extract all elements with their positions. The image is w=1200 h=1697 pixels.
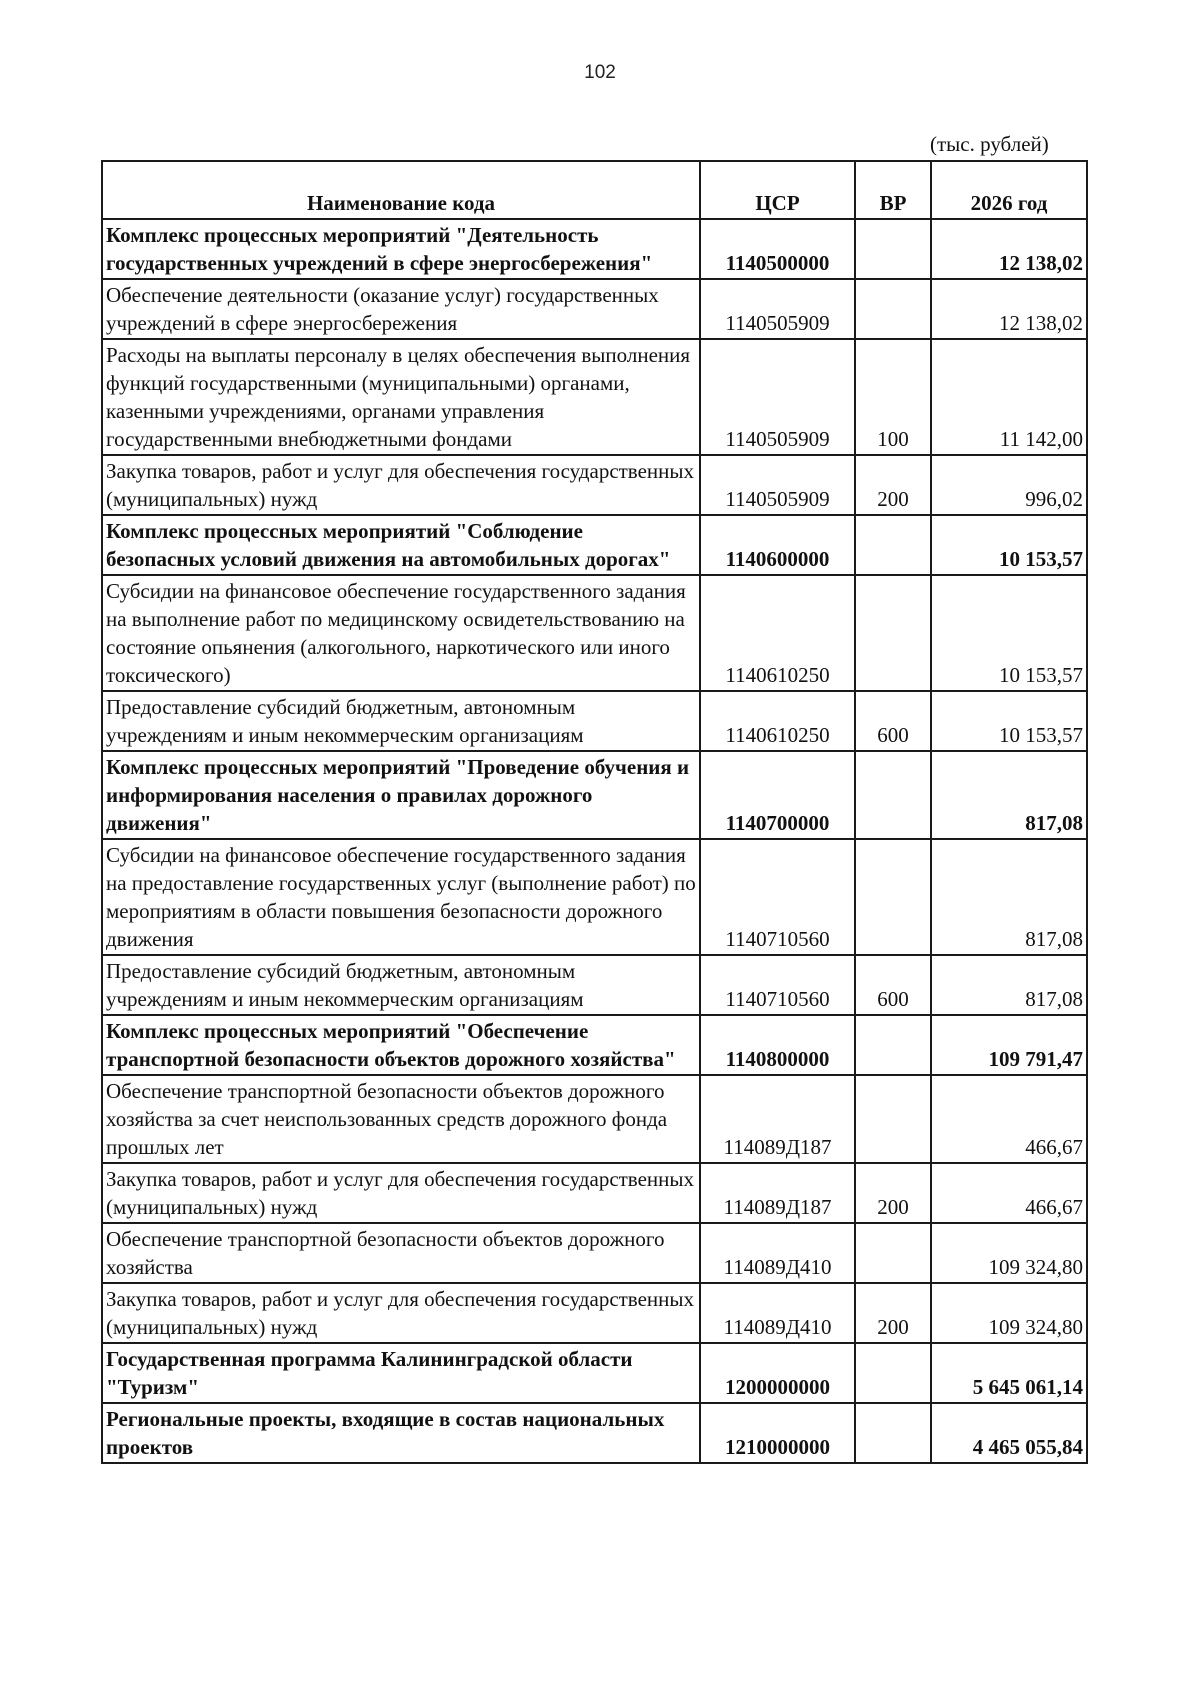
table-header-row — [102, 161, 1087, 219]
row-csr: 114089Д410 — [700, 1283, 855, 1343]
row-name: Комплекс процессных мероприятий "Деятельность государственных учреждений в сфере энергосбережения" — [102, 219, 700, 279]
table-row — [102, 219, 1087, 279]
row-name: Комплекс процессных мероприятий "Соблюдение безопасных условий движения на автомобильных дорогах" — [102, 515, 700, 575]
row-name: Комплекс процессных мероприятий "Проведение обучения и информирования населения о правилах дорожного движения" — [102, 751, 700, 839]
row-vr — [855, 1223, 931, 1283]
row-name: Государственная программа Калининградской области "Туризм" — [102, 1343, 700, 1403]
row-name: Расходы на выплаты персоналу в целях обеспечения выполнения функций государственными (муниципальными) органами, казенными учреждениями, органами управления государственными внебюджетными фондами — [102, 339, 700, 455]
table-row — [102, 691, 1087, 751]
row-name: Обеспечение деятельности (оказание услуг) государственных учреждений в сфере энергосбережения — [102, 279, 700, 339]
row-amount: 466,67 — [931, 1163, 1087, 1223]
table-row — [102, 1015, 1087, 1075]
row-amount: 109 791,47 — [931, 1015, 1087, 1075]
table-row — [102, 751, 1087, 839]
table-row — [102, 1223, 1087, 1283]
row-vr: 200 — [855, 1163, 931, 1223]
row-name: Закупка товаров, работ и услуг для обеспечения государственных (муниципальных) нужд — [102, 1163, 700, 1223]
header-csr: ЦСР — [700, 161, 855, 219]
row-name: Обеспечение транспортной безопасности объектов дорожного хозяйства за счет неиспользованных средств дорожного фонда прошлых лет — [102, 1075, 700, 1163]
row-csr: 1140505909 — [700, 339, 855, 455]
table-row — [102, 1403, 1087, 1463]
row-vr — [855, 219, 931, 279]
row-amount: 5 645 061,14 — [931, 1343, 1087, 1403]
row-amount: 817,08 — [931, 955, 1087, 1015]
table-row — [102, 339, 1087, 455]
row-name: Обеспечение транспортной безопасности объектов дорожного хозяйства — [102, 1223, 700, 1283]
row-name: Комплекс процессных мероприятий "Обеспечение транспортной безопасности объектов дорожного хозяйства" — [102, 1015, 700, 1075]
budget-table — [101, 160, 1088, 1464]
table-row — [102, 1283, 1087, 1343]
header-name: Наименование кода — [102, 161, 700, 219]
row-csr: 1200000000 — [700, 1343, 855, 1403]
row-amount: 10 153,57 — [931, 515, 1087, 575]
row-vr: 100 — [855, 339, 931, 455]
row-csr: 1140610250 — [700, 691, 855, 751]
row-vr — [855, 751, 931, 839]
row-amount: 12 138,02 — [931, 219, 1087, 279]
row-vr: 200 — [855, 455, 931, 515]
table-row — [102, 955, 1087, 1015]
row-vr — [855, 575, 931, 691]
row-name: Предоставление субсидий бюджетным, автономным учреждениям и иным некоммерческим организациям — [102, 955, 700, 1015]
row-csr: 1140610250 — [700, 575, 855, 691]
row-name: Закупка товаров, работ и услуг для обеспечения государственных (муниципальных) нужд — [102, 455, 700, 515]
row-vr — [855, 279, 931, 339]
row-amount: 109 324,80 — [931, 1283, 1087, 1343]
table-row — [102, 515, 1087, 575]
header-vr: ВР — [855, 161, 931, 219]
row-amount: 4 465 055,84 — [931, 1403, 1087, 1463]
row-csr: 1140505909 — [700, 279, 855, 339]
row-amount: 817,08 — [931, 751, 1087, 839]
row-amount: 11 142,00 — [931, 339, 1087, 455]
row-csr: 114089Д410 — [700, 1223, 855, 1283]
table-row — [102, 455, 1087, 515]
table-row — [102, 279, 1087, 339]
page-number: 102 — [584, 62, 616, 83]
row-vr — [855, 839, 931, 955]
row-name: Предоставление субсидий бюджетным, автономным учреждениям и иным некоммерческим организациям — [102, 691, 700, 751]
units-label: (тыс. рублей) — [930, 132, 1049, 156]
row-csr: 114089Д187 — [700, 1163, 855, 1223]
row-name: Субсидии на финансовое обеспечение государственного задания на предоставление государственных услуг (выполнение работ) по мероприятиям в области повышения безопасности дорожного движения — [102, 839, 700, 955]
row-amount: 466,67 — [931, 1075, 1087, 1163]
row-csr: 1140710560 — [700, 839, 855, 955]
row-amount: 996,02 — [931, 455, 1087, 515]
table-row — [102, 1163, 1087, 1223]
row-csr: 1210000000 — [700, 1403, 855, 1463]
row-vr — [855, 1343, 931, 1403]
row-name: Субсидии на финансовое обеспечение государственного задания на выполнение работ по медицинскому освидетельствованию на состояние опьянения (алкогольного, наркотического или иного токсического) — [102, 575, 700, 691]
row-name: Закупка товаров, работ и услуг для обеспечения государственных (муниципальных) нужд — [102, 1283, 700, 1343]
row-vr: 200 — [855, 1283, 931, 1343]
row-vr — [855, 1015, 931, 1075]
table-body — [102, 219, 1087, 1463]
row-csr: 1140700000 — [700, 751, 855, 839]
header-year: 2026 год — [931, 161, 1087, 219]
row-vr: 600 — [855, 955, 931, 1015]
row-amount: 12 138,02 — [931, 279, 1087, 339]
row-csr: 1140800000 — [700, 1015, 855, 1075]
row-amount: 10 153,57 — [931, 691, 1087, 751]
row-vr — [855, 1403, 931, 1463]
row-name: Региональные проекты, входящие в состав национальных проектов — [102, 1403, 700, 1463]
row-vr — [855, 515, 931, 575]
row-vr: 600 — [855, 691, 931, 751]
table-row — [102, 575, 1087, 691]
row-csr: 1140600000 — [700, 515, 855, 575]
table-row — [102, 1075, 1087, 1163]
row-amount: 10 153,57 — [931, 575, 1087, 691]
row-amount: 109 324,80 — [931, 1223, 1087, 1283]
row-csr: 1140710560 — [700, 955, 855, 1015]
row-csr: 1140500000 — [700, 219, 855, 279]
row-vr — [855, 1075, 931, 1163]
table-row — [102, 1343, 1087, 1403]
row-csr: 114089Д187 — [700, 1075, 855, 1163]
row-csr: 1140505909 — [700, 455, 855, 515]
row-amount: 817,08 — [931, 839, 1087, 955]
table-row — [102, 839, 1087, 955]
